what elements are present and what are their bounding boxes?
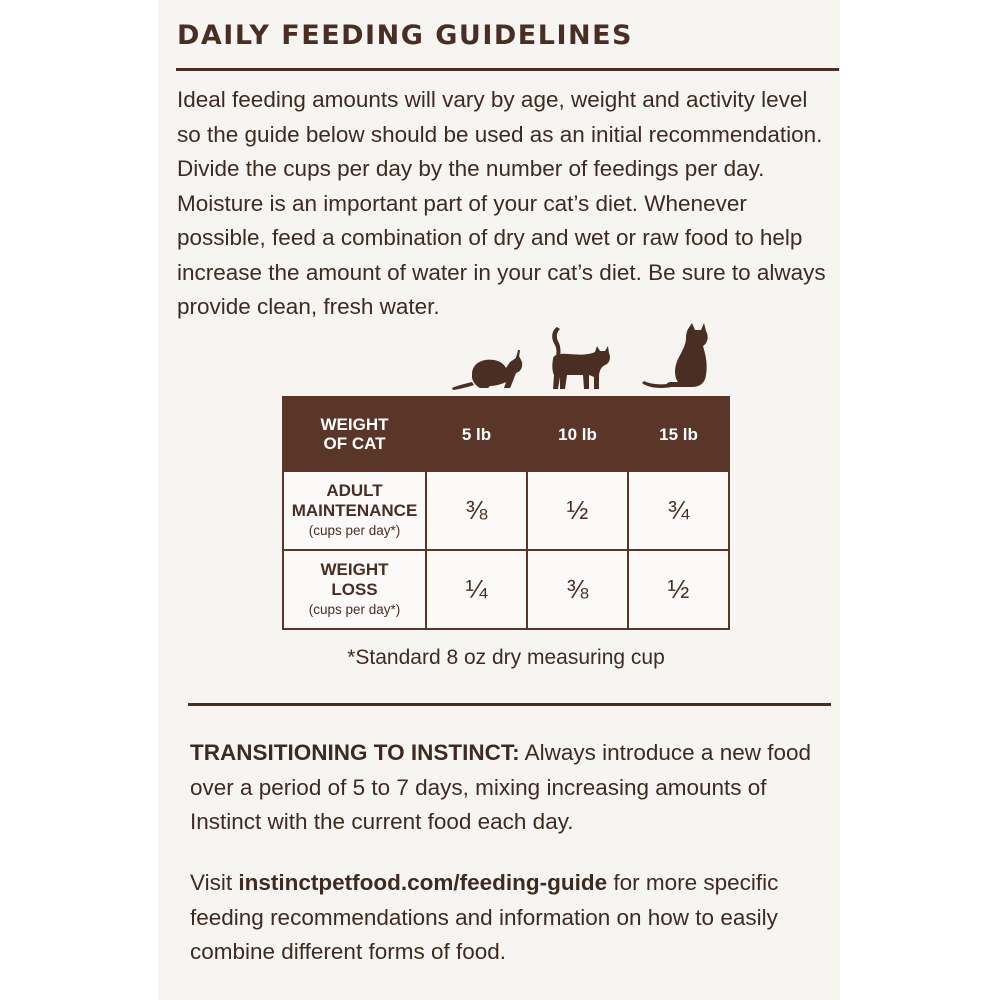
weight-column-header: 5 lb [426, 397, 527, 471]
table-cell: ½ [628, 550, 729, 629]
visit-line [190, 866, 778, 901]
weight-of-cat-header [283, 397, 426, 471]
transition-line: over a period of 5 to 7 days, mixing increasing amounts of [190, 774, 767, 800]
table-row [283, 471, 729, 550]
transition-paragraph [190, 736, 811, 840]
intro-line: Divide the cups per day by the number of feedings per day. [177, 156, 765, 181]
intro-paragraph [177, 83, 826, 325]
weight-column-header: 10 lb [527, 397, 628, 471]
row-label [283, 471, 426, 550]
intro-line: so the guide below should be used as an initial recommendation. [177, 121, 823, 147]
visit-prefix: Visit [190, 870, 239, 895]
table-cell: ⅜ [527, 550, 628, 629]
feeding-table [282, 396, 730, 630]
intro-line: Ideal feeding amounts will vary by age, weight and activity level [177, 87, 808, 112]
header-label: WEIGHT [320, 415, 389, 434]
table-cell: ⅜ [426, 471, 527, 550]
row-label-line: WEIGHT [320, 559, 389, 579]
row-label-unit: (cups per day*) [308, 522, 401, 538]
table-row [283, 550, 729, 629]
row-label-unit: (cups per day*) [308, 601, 401, 617]
table-cell: ½ [527, 471, 628, 550]
visit-text: for more specific [607, 870, 779, 895]
feeding-guide-link[interactable]: instinctpetfood.com/feeding-guide [238, 870, 608, 895]
intro-line: provide clean, fresh water. [177, 294, 440, 319]
row-label-line: ADULT [326, 480, 383, 500]
intro-line: increase the amount of water in your cat’s diet. Be sure to always [177, 259, 826, 285]
table-header-row [283, 397, 729, 471]
sitting-cat-icon [640, 323, 712, 389]
page-title: DAILY FEEDING GUIDELINES [177, 20, 633, 51]
title-divider [176, 68, 839, 71]
transition-text: Always introduce a new food [519, 740, 812, 765]
weight-column-header: 15 lb [628, 397, 729, 471]
transition-line: Instinct with the current food each day. [190, 809, 574, 834]
transition-line [190, 736, 811, 771]
header-label: OF CAT [323, 434, 386, 453]
visit-line: feeding recommendations and information on how to easily [190, 904, 778, 930]
row-label-line: LOSS [331, 579, 378, 599]
intro-line: possible, feed a combination of dry and wet or raw food to help [177, 225, 803, 250]
walking-cat-icon [543, 325, 617, 391]
section-divider [188, 703, 831, 706]
visit-line: combine different forms of food. [190, 939, 506, 964]
visit-paragraph [190, 866, 778, 970]
row-label [283, 550, 426, 629]
row-label-line: MAINTENANCE [291, 500, 418, 520]
intro-line: Moisture is an important part of your cat’s diet. Whenever [177, 190, 747, 216]
transition-heading: TRANSITIONING TO INSTINCT: [190, 740, 520, 765]
footnote: *Standard 8 oz dry measuring cup [347, 646, 665, 669]
table-cell: ¾ [628, 471, 729, 550]
small-cat-icon [450, 340, 524, 392]
table-cell: ¼ [426, 550, 527, 629]
